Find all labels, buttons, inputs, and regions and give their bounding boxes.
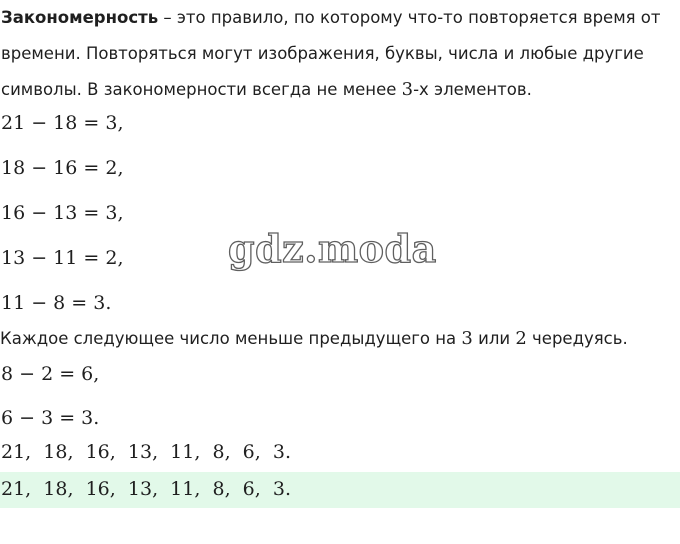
equation: 8 − 2 = 6, — [1, 363, 100, 385]
equation: 11 − 8 = 3. — [1, 292, 112, 314]
definition-line-3-number: 3 — [401, 79, 414, 100]
equation: 16 − 13 = 3, — [1, 202, 124, 224]
equation: 21 − 18 = 3, — [1, 112, 124, 134]
equation: 18 − 16 = 2, — [1, 157, 124, 179]
definition-paragraph — [0, 3, 680, 111]
explanation-post: чередуясь. — [526, 329, 628, 348]
explanation-number-1: 3 — [461, 328, 473, 349]
definition-line-3 — [0, 75, 680, 111]
sequence-line: 21, 18, 16, 13, 11, 8, 6, 3. — [1, 441, 292, 463]
answer-sequence: 21, 18, 16, 13, 11, 8, 6, 3. — [1, 478, 292, 500]
term-bold: Закономерность — [1, 8, 159, 27]
equation: 13 − 11 = 2, — [1, 247, 124, 269]
equation: 6 − 3 = 3. — [1, 407, 100, 429]
definition-line-1 — [0, 3, 680, 39]
explanation-mid: или — [472, 329, 516, 348]
definition-line-3-post: -х элементов. — [413, 80, 532, 99]
watermark-logo: gdz.moda — [228, 226, 437, 271]
definition-line-3-pre: символы. В закономерности всегда не менее — [1, 80, 402, 99]
definition-line-2: времени. Повторяться могут изображения, буквы, числа и любые другие — [1, 44, 644, 63]
definition-line-1-text: – это правило, по которому что-то повторяется время от — [158, 8, 661, 27]
answer-box — [0, 472, 680, 508]
explanation-pre: Каждое следующее число меньше предыдущего на — [0, 329, 462, 348]
explanation-sentence — [0, 328, 628, 349]
explanation-number-2: 2 — [515, 328, 527, 349]
